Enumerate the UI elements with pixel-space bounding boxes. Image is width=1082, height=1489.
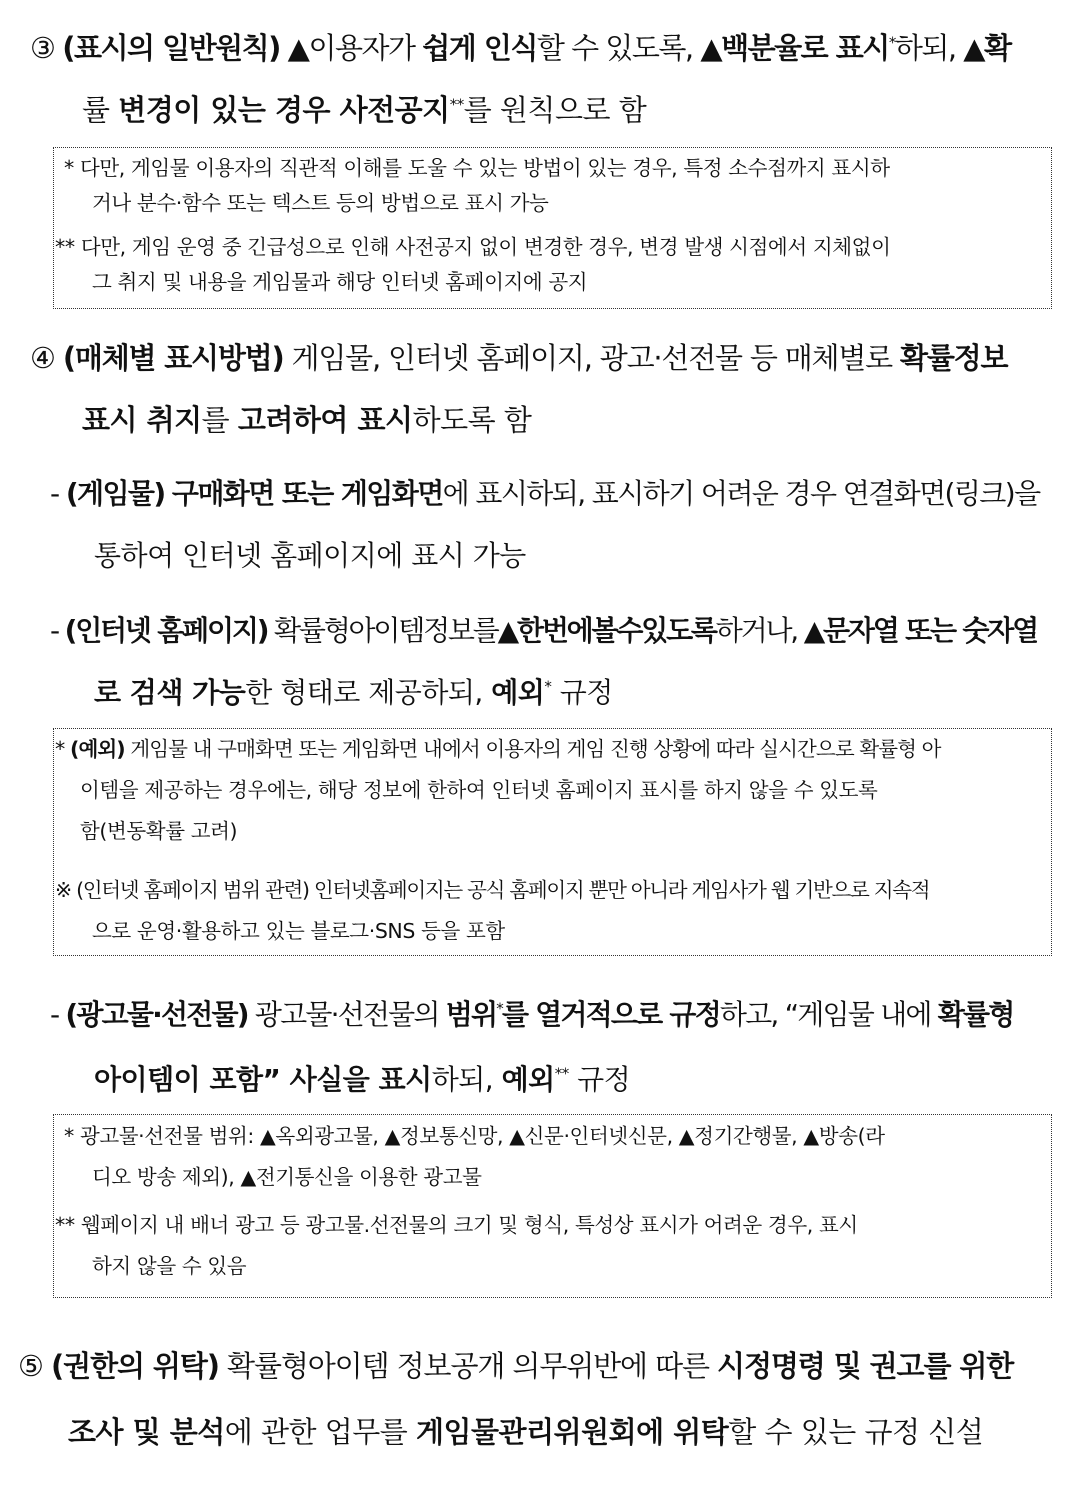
text: * <box>55 737 70 761</box>
text: 하되, <box>431 1063 502 1096</box>
text: 에 관한 업무를 <box>224 1415 417 1449</box>
text-bold: 확률형 <box>937 998 1014 1031</box>
text: 광고물·선전물의 <box>247 998 446 1031</box>
text-bold: ▲백분율로 표시 <box>700 31 889 65</box>
text: 한 형태로 제공하되, <box>245 676 492 709</box>
dash: - <box>50 998 66 1031</box>
text: 률 <box>82 93 119 127</box>
text-bold: 아이템이 포함” 사실을 표시 <box>94 1063 432 1096</box>
heading: (표시의 일반원칙) <box>62 31 280 65</box>
section-number: ⑤ <box>18 1349 52 1383</box>
text: 규정 <box>551 676 613 709</box>
web-line-2 <box>94 675 613 711</box>
text-bold: 확률정보 <box>900 341 1008 375</box>
heading: (인터넷 홈페이지) <box>64 614 268 647</box>
note-1b-line-1: ** 다만, 게임 운영 중 긴급성으로 인해 사전공지 없이 변경한 경우, 변경 발생 시점에서 지체없이 <box>55 235 891 259</box>
heading: (게임물) <box>65 477 165 510</box>
note-2b-line-1: ※ (인터넷 홈페이지 범위 관련) 인터넷홈페이지는 공식 홈페이지 뿐만 아니라 게임사가 웹 기반으로 지속적 <box>55 878 930 902</box>
text: 게임물 내 구매화면 또는 게임화면 내에서 이용자의 게임 진행 상황에 따라 실시간으로 확률형 아 <box>124 737 941 761</box>
ad-line-2 <box>94 1062 630 1098</box>
note-1a-line-1: * 다만, 게임물 이용자의 직관적 이해를 도울 수 있는 방법이 있는 경우, 특정 소수점까지 표시하 <box>64 156 890 180</box>
note-1a-line-2: 거나 분수·함수 또는 텍스트 등의 방법으로 표시 가능 <box>92 191 549 215</box>
text-bold: 조사 및 분석 <box>68 1415 225 1449</box>
text: 를 원칙으로 함 <box>463 93 647 127</box>
text: 하고, “게임물 내에 <box>719 998 938 1031</box>
text: 게임물, 인터넷 홈페이지, 광고·선전물 등 매체별로 <box>283 341 900 375</box>
footnote-mark: * <box>496 999 502 1018</box>
text-bold: 표시 취지 <box>82 403 202 437</box>
text: 할 수 있도록, <box>536 31 701 65</box>
text: 할 수 있는 규정 신설 <box>728 1415 984 1449</box>
section-number: ④ <box>30 341 63 375</box>
game-line-2 <box>94 538 526 574</box>
note-3b-line-1: ** 웹페이지 내 배너 광고 등 광고물.선전물의 크기 및 형식, 특성상 표시가 어려운 경우, 표시 <box>55 1213 858 1237</box>
note-2a-line-2: 이템을 제공하는 경우에는, 해당 정보에 한하여 인터넷 홈페이지 표시를 하지 않을 수 있도록 <box>80 778 878 802</box>
note-2b-line-2: 으로 운영·활용하고 있는 블로그·SNS 등을 포함 <box>92 919 505 943</box>
footnote-mark: ** <box>554 1064 569 1083</box>
dash: - <box>50 614 65 647</box>
section-4-line-1 <box>30 340 1007 376</box>
section-5-line-1 <box>18 1348 1013 1384</box>
web-line-1 <box>50 613 1037 649</box>
note-2a-line-1 <box>55 735 941 763</box>
section-3-line-2 <box>82 92 646 128</box>
section-4-line-2 <box>82 402 531 438</box>
text-bold: 로 검색 가능 <box>94 676 246 709</box>
note-3a-line-2: 디오 방송 제외), ▲전기통신을 이용한 광고물 <box>92 1165 482 1189</box>
ad-line-1 <box>50 997 1013 1033</box>
note-3a-line-1: * 광고물·선전물 범위: ▲옥외광고물, ▲정보통신망, ▲신문·인터넷신문, ▲정기간행물, ▲방송(라 <box>64 1124 885 1148</box>
section-number: ③ <box>30 31 63 65</box>
text: 하되, <box>894 31 964 65</box>
text: 규정 <box>568 1063 631 1096</box>
heading: (권한의 위탁) <box>51 1349 219 1383</box>
text <box>165 477 172 510</box>
text-bold: 변경이 있는 경우 사전공지 <box>118 93 450 127</box>
text-bold: 범위 <box>445 998 497 1031</box>
text-bold: ▲한번에볼수있도록 <box>497 614 716 647</box>
footnote-mark: * <box>544 677 552 696</box>
text: 하도록 함 <box>412 403 532 437</box>
footnote-mark: * <box>888 33 895 52</box>
text: 하거나, <box>715 614 804 647</box>
text-bold: 구매화면 또는 게임화면 <box>171 477 443 510</box>
game-line-1 <box>50 476 1040 512</box>
text: 확률형아이템정보를 <box>267 614 498 647</box>
note-1b-line-2: 그 취지 및 내용을 게임물과 해당 인터넷 홈페이지에 공지 <box>92 270 588 294</box>
dash: - <box>50 477 66 510</box>
note-3b-line-2: 하지 않을 수 있음 <box>92 1254 247 1278</box>
text-bold: 를 열거적으로 규정 <box>501 998 720 1031</box>
text-bold: 시정명령 및 권고를 위한 <box>717 1349 1014 1383</box>
text-bold: 게임물관리위원회에 위탁 <box>416 1415 729 1449</box>
section-5-line-2 <box>68 1414 983 1450</box>
text: 통하여 인터넷 홈페이지에 표시 가능 <box>94 539 526 572</box>
text: 를 <box>201 403 238 437</box>
text: 에 표시하되, 표시하기 어려운 경우 연결화면(링크)을 <box>442 477 1040 510</box>
heading: (광고물·선전물) <box>65 998 248 1031</box>
text: 확률형아이템 정보공개 의무위반에 따른 <box>218 1349 718 1383</box>
section-3-line-1 <box>30 30 1055 66</box>
text-bold: (예외) <box>69 737 125 761</box>
text-bold: ▲문자열 또는 숫자열 <box>803 614 1037 647</box>
text-bold: 고려하여 표시 <box>237 403 413 437</box>
text-bold: ▲확 <box>963 31 1011 65</box>
heading: (매체별 표시방법) <box>62 341 284 375</box>
footnote-mark: ** <box>449 95 464 114</box>
text-bold: 예외 <box>501 1063 555 1096</box>
text-bold: 쉽게 인식 <box>422 31 537 65</box>
text-bold: 예외 <box>491 676 545 709</box>
text: ▲이용자가 <box>279 31 423 65</box>
note-2a-line-3: 함(변동확률 고려) <box>80 819 238 843</box>
